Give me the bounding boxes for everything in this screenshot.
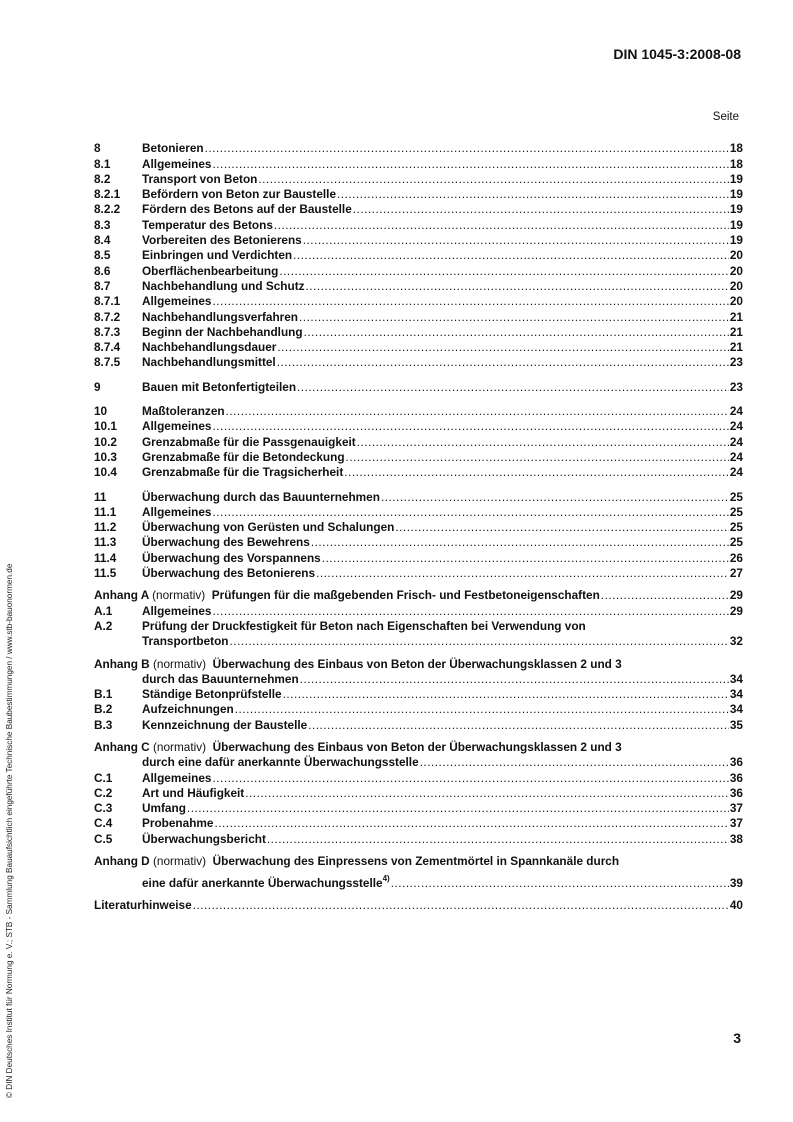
entry-page: 21 — [729, 309, 743, 324]
entry-page: 18 — [729, 156, 743, 171]
toc-group-9 — [94, 378, 743, 393]
entry-page: 32 — [729, 634, 743, 649]
annex-d-type: (normativ) — [152, 854, 207, 869]
document-id: DIN 1045-3:2008-08 — [613, 46, 741, 62]
annex-a-type: (normativ) — [152, 588, 206, 603]
dot-leader — [381, 490, 729, 504]
entry-number: 11.1 — [94, 504, 117, 519]
page-number: 3 — [733, 1030, 741, 1046]
entry-title: Art und Häufigkeit — [142, 785, 245, 800]
toc-annex-d-cont[interactable] — [94, 868, 743, 890]
toc-annex-b[interactable] — [94, 655, 743, 670]
annex-b-type: (normativ) — [152, 656, 207, 671]
toc-entry[interactable] — [94, 800, 743, 815]
toc-entry[interactable] — [94, 308, 743, 323]
entry-number: 8.7.4 — [94, 340, 121, 355]
entry-number: B.2 — [94, 702, 113, 717]
entry-number: 10.4 — [94, 465, 117, 480]
annex-c-title-cont: durch eine dafür anerkannte Überwachungsstelle — [142, 755, 419, 770]
entry-page: 18 — [729, 141, 743, 156]
dot-leader — [277, 340, 729, 354]
entry-title: Allgemeines — [142, 294, 212, 309]
toc-entry[interactable] — [94, 488, 743, 503]
annex-d-title: Überwachung des Einpressens von Zementmörtel in Spannkanäle durch — [212, 854, 620, 869]
annex-b-label: Anhang B — [94, 656, 150, 671]
toc-entry-a2-line2[interactable] — [94, 633, 743, 648]
annex-c-page: 36 — [729, 755, 743, 770]
entry-number: 8.2.1 — [94, 187, 121, 202]
annex-a-title: Prüfungen für die maßgebenden Frisch- und Festbetoneigenschaften — [211, 588, 600, 603]
toc-entry[interactable] — [94, 247, 743, 262]
entry-number: C.2 — [94, 785, 113, 800]
page-column-label: Seite — [712, 111, 739, 123]
dot-leader — [213, 157, 729, 171]
entry-number: 8.7 — [94, 278, 111, 293]
toc-entry[interactable] — [94, 504, 743, 519]
toc-entry[interactable] — [94, 293, 743, 308]
annex-d-label: Anhang D — [94, 854, 150, 869]
entry-number: 8.7.1 — [94, 294, 121, 309]
entry-page: 37 — [729, 816, 743, 831]
entry-number: 10.1 — [94, 419, 117, 434]
entry-title: Nachbehandlungsverfahren — [142, 309, 299, 324]
toc-entry[interactable] — [94, 686, 743, 701]
entry-title: Kennzeichnung der Baustelle — [142, 717, 308, 732]
entry-page: 24 — [729, 434, 743, 449]
toc-entry[interactable] — [94, 565, 743, 580]
entry-page: 25 — [729, 520, 743, 535]
entry-title: Einbringen und Verdichten — [142, 248, 293, 263]
dot-leader — [304, 325, 729, 339]
entry-page: 24 — [729, 465, 743, 480]
toc-entry[interactable] — [94, 354, 743, 369]
dot-leader — [353, 202, 729, 216]
entry-title: Prüfung der Druckfestigkeit für Beton nach Eigenschaften bei Verwendung von — [142, 618, 586, 633]
entry-title: Nachbehandlung und Schutz — [142, 278, 305, 293]
toc-entry[interactable] — [94, 449, 743, 464]
toc-annex-c-cont[interactable] — [94, 754, 743, 769]
toc-entry[interactable] — [94, 155, 743, 170]
entry-page: 36 — [729, 770, 743, 785]
entry-title: Grenzabmaße für die Betondeckung — [142, 449, 345, 464]
entry-title-cont: Transportbeton — [142, 634, 229, 649]
toc-annex-d[interactable] — [94, 853, 743, 868]
toc-annex-b-cont[interactable] — [94, 671, 743, 686]
entry-page: 19 — [729, 202, 743, 217]
toc-entry[interactable] — [94, 769, 743, 784]
copyright-sidebar: © DIN Deutsches Institut für Normung e. V.; STB - Sammlung Bauaufsichtlich eingeführte Technische Baubestimmungen / www.stb-bauonormen.de — [5, 563, 14, 1098]
toc-entry[interactable] — [94, 186, 743, 201]
entry-title: Bauen mit Betonfertigteilen — [142, 379, 297, 394]
entry-page: 25 — [729, 504, 743, 519]
literatur-page: 40 — [729, 898, 743, 913]
entry-number: 8 — [94, 141, 101, 156]
entry-page: 21 — [729, 340, 743, 355]
dot-leader — [357, 435, 729, 449]
entry-number: 8.1 — [94, 156, 111, 171]
toc-entry[interactable] — [94, 815, 743, 830]
entry-page: 25 — [729, 535, 743, 550]
entry-title: Maßtoleranzen — [142, 404, 225, 419]
entry-title: Umfang — [142, 801, 186, 816]
toc-entry[interactable] — [94, 262, 743, 277]
entry-title: Temperatur des Betons — [142, 217, 273, 232]
entry-title: Befördern von Beton zur Baustelle — [142, 187, 337, 202]
dot-leader — [205, 141, 729, 155]
dot-leader — [213, 419, 729, 433]
toc-group-10 — [94, 403, 743, 479]
entry-title: Allgemeines — [142, 504, 212, 519]
entry-title: Überwachung des Vorspannens — [142, 550, 321, 565]
entry-title: Beginn der Nachbehandlung — [142, 324, 303, 339]
entry-number: C.5 — [94, 831, 113, 846]
entry-page: 21 — [729, 324, 743, 339]
entry-page: 20 — [729, 263, 743, 278]
entry-title: Vorbereiten des Betonierens — [142, 233, 302, 248]
table-of-contents — [94, 140, 743, 912]
entry-title: Allgemeines — [142, 603, 212, 618]
entry-number: B.1 — [94, 687, 113, 702]
entry-page: 29 — [729, 603, 743, 618]
entry-page: 24 — [729, 404, 743, 419]
toc-annex-c[interactable] — [94, 739, 743, 754]
entry-page: 34 — [729, 687, 743, 702]
entry-page: 19 — [729, 187, 743, 202]
annex-c-title: Überwachung des Einbaus von Beton der Überwachungsklassen 2 und 3 — [212, 739, 622, 754]
entry-number: 9 — [94, 379, 101, 394]
entry-number: 8.7.5 — [94, 355, 121, 370]
entry-page: 23 — [729, 379, 743, 394]
entry-number: C.1 — [94, 770, 113, 785]
annex-c-label: Anhang C — [94, 739, 150, 754]
entry-number: 8.2.2 — [94, 202, 121, 217]
dot-leader — [299, 310, 729, 324]
entry-page: 24 — [729, 449, 743, 464]
toc-entry-a2-line1[interactable] — [94, 618, 743, 633]
entry-number: 11.4 — [94, 550, 117, 565]
entry-page: 19 — [729, 233, 743, 248]
footnote-ref: 4) — [382, 874, 390, 884]
entry-page: 26 — [729, 550, 743, 565]
toc-entry[interactable] — [94, 171, 743, 186]
entry-number: 8.3 — [94, 217, 111, 232]
entry-page: 20 — [729, 294, 743, 309]
entry-number: 11.2 — [94, 520, 117, 535]
entry-title: Überwachung des Bewehrens — [142, 535, 310, 550]
toc-entry[interactable] — [94, 519, 743, 534]
dot-leader — [297, 380, 729, 394]
entry-number: 8.6 — [94, 263, 111, 278]
dot-leader — [346, 450, 729, 464]
entry-number: 8.7.2 — [94, 309, 121, 324]
dot-leader — [316, 566, 729, 580]
annex-c-type: (normativ) — [152, 739, 207, 754]
toc-entry[interactable] — [94, 549, 743, 564]
toc-entry[interactable] — [94, 464, 743, 479]
entry-number: C.3 — [94, 801, 113, 816]
entry-title: Betonieren — [142, 141, 204, 156]
annex-a-page: 29 — [729, 588, 743, 603]
entry-page: 38 — [729, 831, 743, 846]
toc-entry-a1[interactable] — [94, 602, 743, 617]
dot-leader — [214, 816, 728, 830]
dot-leader — [308, 718, 729, 732]
toc-entry[interactable] — [94, 418, 743, 433]
entry-number: 8.7.3 — [94, 324, 121, 339]
toc-entry[interactable] — [94, 830, 743, 845]
toc-entry[interactable] — [94, 232, 743, 247]
dot-leader — [277, 355, 729, 369]
entry-page: 27 — [729, 566, 743, 581]
entry-title: Transport von Beton — [142, 171, 258, 186]
entry-title: Ständige Betonprüfstelle — [142, 687, 282, 702]
entry-number: 11 — [94, 489, 107, 504]
toc-entry[interactable] — [94, 324, 743, 339]
dot-leader — [344, 465, 729, 479]
dot-leader — [306, 279, 729, 293]
entry-page: 37 — [729, 801, 743, 816]
entry-title: Nachbehandlungsmittel — [142, 355, 276, 370]
dot-leader — [337, 187, 729, 201]
entry-title: Grenzabmaße für die Passgenauigkeit — [142, 434, 356, 449]
dot-leader — [213, 505, 729, 519]
toc-group-11 — [94, 488, 743, 580]
annex-b-title-cont: durch das Bauunternehmen — [142, 671, 299, 686]
dot-leader — [226, 404, 729, 418]
entry-page: 20 — [729, 248, 743, 263]
entry-page: 23 — [729, 355, 743, 370]
toc-group-b — [94, 686, 743, 732]
dot-leader — [279, 264, 729, 278]
toc-annex-a[interactable] — [94, 587, 743, 602]
dot-leader — [322, 551, 729, 565]
entry-page: 35 — [729, 717, 743, 732]
entry-number: 8.4 — [94, 233, 111, 248]
entry-title: Allgemeines — [142, 419, 212, 434]
entry-page: 20 — [729, 278, 743, 293]
toc-entry[interactable] — [94, 534, 743, 549]
annex-d-page: 39 — [729, 876, 743, 891]
entry-number: 10 — [94, 404, 108, 419]
toc-entry[interactable] — [94, 716, 743, 731]
annex-a-label: Anhang A — [94, 588, 149, 603]
toc-entry[interactable] — [94, 785, 743, 800]
dot-leader — [395, 520, 729, 534]
entry-title: Überwachung des Betonierens — [142, 566, 316, 581]
toc-entry[interactable] — [94, 378, 743, 393]
toc-literatur[interactable] — [94, 897, 743, 912]
entry-number: 8.2 — [94, 171, 111, 186]
dot-leader — [235, 702, 729, 716]
dot-leader — [283, 687, 729, 701]
dot-leader — [311, 535, 729, 549]
entry-title: Allgemeines — [142, 770, 212, 785]
entry-number: 11.5 — [94, 566, 117, 581]
annex-b-title: Überwachung des Einbaus von Beton der Überwachungsklassen 2 und 3 — [212, 656, 622, 671]
entry-title: Grenzabmaße für die Tragsicherheit — [142, 465, 344, 480]
entry-page: 34 — [729, 702, 743, 717]
entry-title: Nachbehandlungsdauer — [142, 340, 277, 355]
entry-number: 10.3 — [94, 449, 117, 464]
entry-number: 11.3 — [94, 535, 117, 550]
entry-number: A.1 — [94, 603, 113, 618]
entry-title: Aufzeichnungen — [142, 702, 234, 717]
dot-leader — [274, 218, 729, 232]
entry-title: Überwachung durch das Bauunternehmen — [142, 489, 380, 504]
annex-b-page: 34 — [729, 671, 743, 686]
dot-leader — [213, 294, 729, 308]
entry-title: Überwachung von Gerüsten und Schalungen — [142, 520, 395, 535]
entry-number: C.4 — [94, 816, 113, 831]
entry-page: 19 — [729, 217, 743, 232]
entry-page: 24 — [729, 419, 743, 434]
annex-d-title-cont: eine dafür anerkannte Überwachungsstelle — [142, 876, 383, 891]
toc-entry[interactable] — [94, 433, 743, 448]
toc-group-c — [94, 769, 743, 845]
dot-leader — [187, 801, 729, 815]
dot-leader — [213, 771, 729, 785]
dot-leader — [258, 172, 729, 186]
entry-page: 36 — [729, 785, 743, 800]
toc-entry[interactable] — [94, 140, 743, 155]
entry-title: Probenahme — [142, 816, 214, 831]
entry-title: Oberflächenbearbeitung — [142, 263, 279, 278]
toc-entry[interactable] — [94, 216, 743, 231]
entry-number: A.2 — [94, 618, 113, 633]
literatur-title: Literaturhinweise — [94, 898, 192, 913]
entry-page: 25 — [729, 489, 743, 504]
toc-entry[interactable] — [94, 701, 743, 716]
entry-page: 19 — [729, 171, 743, 186]
toc-entry[interactable] — [94, 201, 743, 216]
entry-number: 10.2 — [94, 434, 117, 449]
dot-leader — [245, 786, 729, 800]
dot-leader — [267, 832, 729, 846]
entry-number: 8.5 — [94, 248, 111, 263]
toc-entry[interactable] — [94, 403, 743, 418]
dot-leader — [293, 248, 729, 262]
dot-leader — [303, 233, 729, 247]
toc-group-8 — [94, 140, 743, 369]
entry-title: Überwachungsbericht — [142, 831, 266, 846]
entry-title: Fördern des Betons auf der Baustelle — [142, 202, 352, 217]
entry-title: Allgemeines — [142, 156, 212, 171]
toc-entry[interactable] — [94, 339, 743, 354]
entry-number: B.3 — [94, 717, 113, 732]
toc-entry[interactable] — [94, 278, 743, 293]
